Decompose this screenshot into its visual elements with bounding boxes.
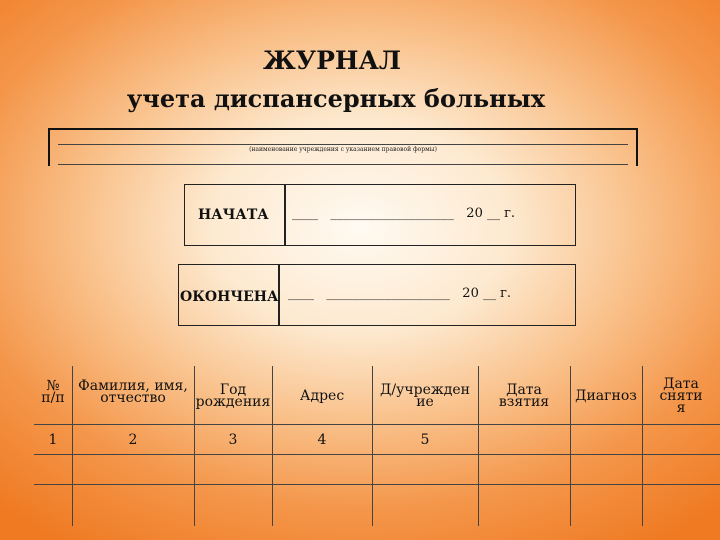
org-caption: (наименование учреждения с указанием правовой формы)	[249, 146, 437, 153]
header-date-removed-line2: сняти	[659, 388, 703, 404]
org-line	[58, 144, 628, 145]
table-row-line	[34, 424, 720, 425]
header-full-name-line1: Фамилия, имя,	[78, 378, 188, 394]
header-number-line2: п/п	[41, 390, 65, 406]
header-date-taken-line1: Дата	[506, 382, 542, 398]
org-border-top	[48, 128, 638, 130]
organization-name-field	[48, 128, 638, 166]
column-number: 2	[128, 432, 138, 448]
header-institution-line2: ие	[416, 394, 434, 410]
journal-title: ЖУРНАЛ	[263, 46, 401, 75]
header-address-line1: Адрес	[299, 388, 345, 404]
header-birth-year-line2: рождения	[195, 394, 271, 410]
header-number-line1: №	[46, 378, 60, 394]
header-institution-line1: Д/учрежден	[380, 382, 470, 398]
table-row-line	[34, 454, 720, 455]
header-date-taken	[478, 384, 570, 408]
column-number: 1	[48, 432, 58, 448]
column-number: 5	[420, 432, 430, 448]
header-full-name-line2: отчество	[100, 390, 166, 406]
header-date-taken-line2: взятия	[498, 394, 550, 410]
table-row-line	[34, 484, 720, 485]
started-date-field: ____ ___________________ 20 __ г.	[292, 206, 516, 221]
ended-date-field: ____ ___________________ 20 __ г.	[288, 286, 512, 301]
started-label: НАЧАТА	[198, 207, 269, 223]
header-birth-year-line1: Год	[219, 382, 247, 398]
column-number: 3	[228, 432, 238, 448]
ended-label: ОКОНЧЕНА	[180, 289, 279, 305]
header-number	[34, 380, 72, 404]
header-institution	[372, 384, 478, 408]
header-diagnosis	[570, 390, 642, 402]
header-date-removed	[642, 378, 720, 414]
journal-subtitle: учета диспансерных больных	[126, 84, 546, 113]
column-number: 4	[317, 432, 327, 448]
header-diagnosis-line1: Диагноз	[575, 388, 637, 404]
header-date-removed-line1: Дата	[663, 376, 699, 392]
header-birth-year	[194, 384, 272, 408]
header-full-name	[72, 380, 194, 404]
header-address	[272, 390, 372, 402]
org-line-bottom	[58, 164, 628, 165]
header-date-removed-line3: я	[676, 400, 686, 416]
